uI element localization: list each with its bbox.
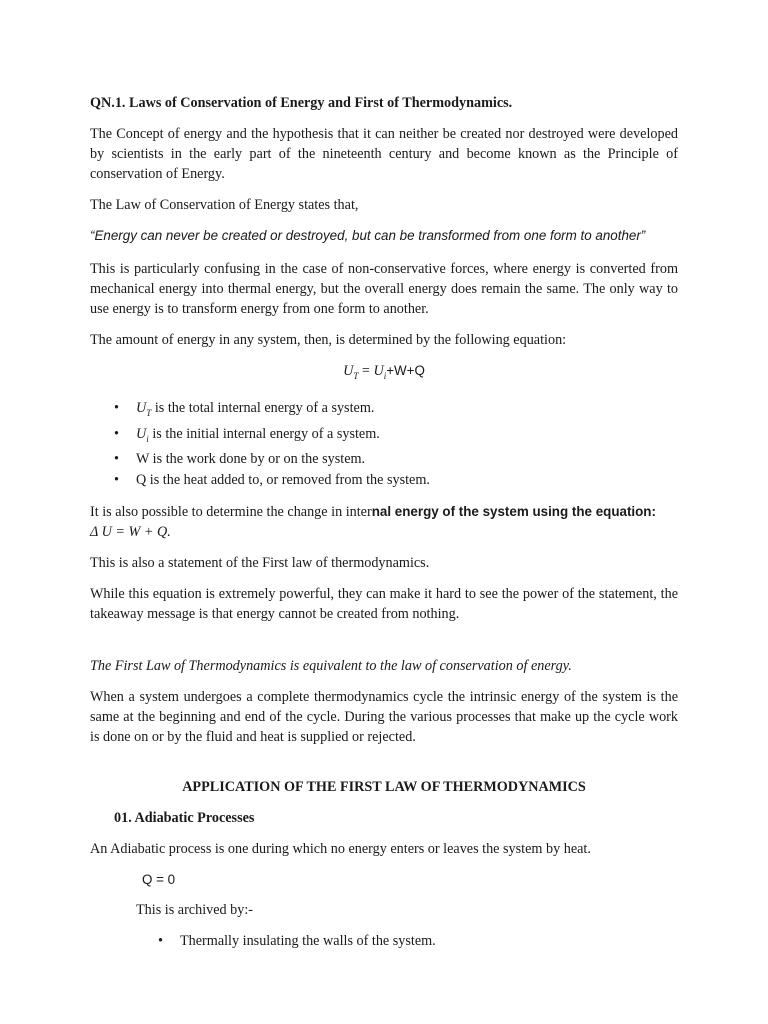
subsection-heading: 01. Adiabatic Processes — [114, 810, 255, 827]
bullet-icon: • — [114, 451, 119, 468]
paragraph-cycle: When a system undergoes a complete thermodynamics cycle the intrinsic energy of the system is the same at the beginning and end of the cycle. During the various processes that make up the cycle work is done on or by the fluid and heat is supplied or rejected. — [90, 689, 678, 746]
paragraph-concept: The Concept of energy and the hypothesis that it can neither be created nor destroyed were developed by scientists in the early part of the nineteenth century and become known as the Principle of conservation of Energy. — [90, 126, 678, 182]
paragraph-non-conservative: This is particularly confusing in the case of non-conservative forces, where energy is converted from mechanical energy into thermal energy, but the overall energy does remain the same. The only way to use energy is to transform energy from one form to another. — [90, 261, 678, 317]
paragraph-first-law-statement: This is also a statement of the First law of thermodynamics. — [90, 555, 430, 572]
equation-lhs: U — [343, 363, 354, 379]
method-list — [90, 931, 678, 951]
equation-rhs-sub: i — [383, 370, 387, 381]
paragraph-change-energy: It is also possible to determine the change in internal energy of the system using the equation: Δ U = W + Q. — [90, 504, 656, 541]
bullet-icon: • — [114, 425, 119, 442]
paragraph-adiabatic: An Adiabatic process is one during which no energy enters or leaves the system by heat. — [90, 841, 591, 858]
list-item: • Thermally insulating the walls of the system. — [158, 933, 436, 950]
paragraph-equation-intro: The amount of energy in any system, then, is determined by the following equation: — [90, 332, 567, 348]
bullet-icon: • — [158, 933, 163, 950]
paragraph-takeaway: While this equation is extremely powerful, they can make it hard to see the power of the statement, the takeaway message is that energy cannot be created from nothing. — [90, 586, 678, 623]
list-item: • Q is the heat added to, or removed from the system. — [90, 470, 678, 491]
variable-list — [90, 398, 678, 492]
paragraph-law-intro: The Law of Conservation of Energy states that, — [90, 197, 359, 213]
law-quote: “Energy can never be created or destroyed, but can be transformed from one form to another” — [90, 228, 646, 243]
list-item: • $U_i$ is the initial internal energy of a system. — [114, 425, 380, 444]
paragraph-achieved-by: This is archived by:- — [136, 902, 254, 919]
q-zero-equation: Q = 0 — [142, 872, 176, 888]
equation-equals: = — [358, 363, 374, 379]
equation-tail: +W+Q — [386, 363, 425, 378]
equation-rhs: U — [373, 363, 384, 379]
list-item: • W is the work done by or on the system. — [90, 449, 678, 470]
equation-lhs-sub: T — [353, 370, 359, 381]
bullet-icon: • — [114, 399, 119, 416]
energy-equation — [90, 361, 678, 386]
document-title: QN.1. Laws of Conservation of Energy and First of Thermodynamics. — [90, 95, 513, 111]
section-heading: APPLICATION OF THE FIRST LAW OF THERMODYNAMICS — [182, 779, 586, 796]
bullet-icon: • — [114, 472, 119, 489]
delta-equation: Δ U = W + Q. — [90, 524, 171, 541]
first-law-italic-statement: The First Law of Thermodynamics is equivalent to the law of conservation of energy. — [90, 658, 572, 675]
list-item: • $U_T$ is the total internal energy of a system. — [114, 399, 375, 418]
